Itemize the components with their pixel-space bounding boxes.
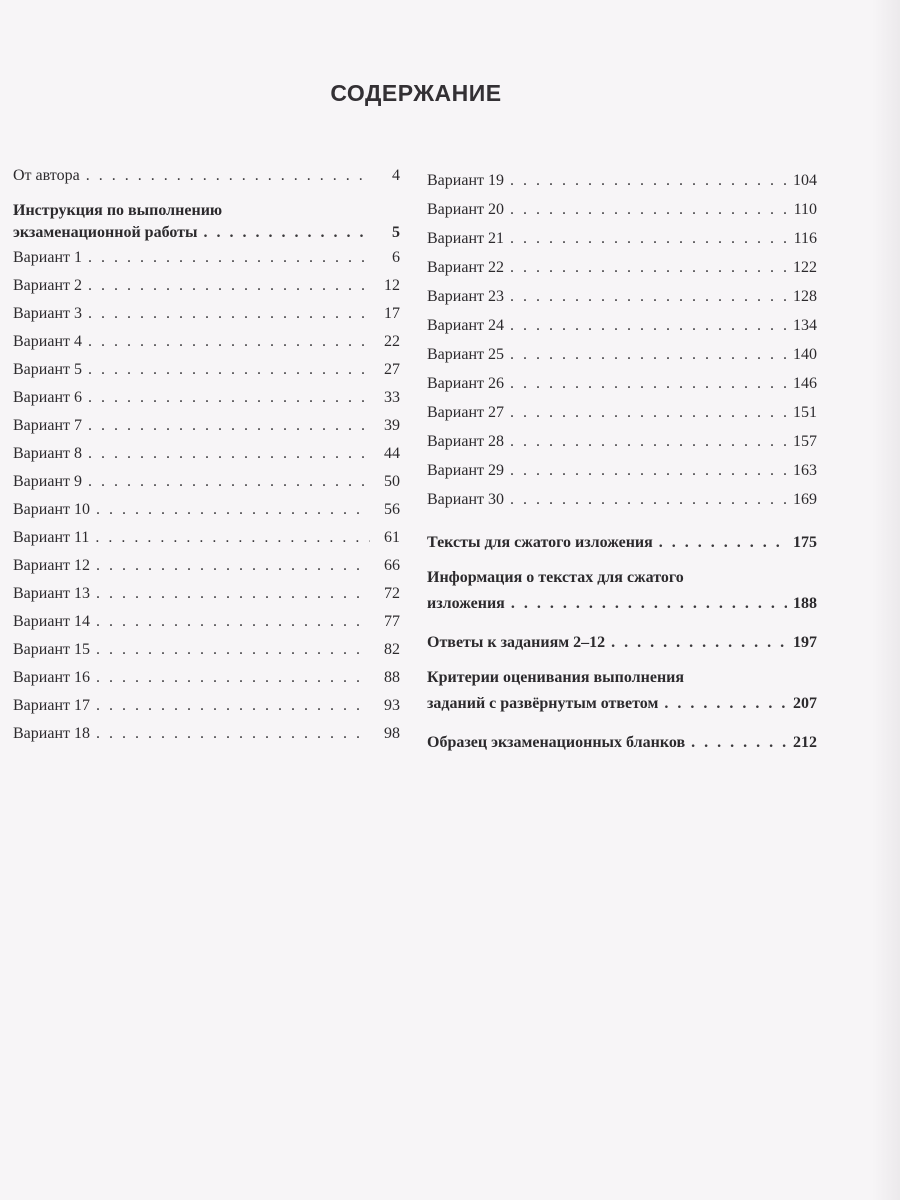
dot-leader bbox=[511, 589, 787, 618]
toc-entry-label: Вариант 13 bbox=[13, 585, 90, 602]
dot-leader bbox=[691, 728, 787, 757]
toc-entry-label-line2: заданий с развёрнутым ответом bbox=[427, 695, 659, 712]
toc-entry[interactable] bbox=[13, 356, 400, 384]
dot-leader bbox=[88, 300, 370, 328]
dot-leader bbox=[96, 580, 370, 608]
toc-entry[interactable] bbox=[13, 200, 400, 244]
toc-entry-page: 134 bbox=[793, 317, 817, 334]
toc-entry-label: Вариант 7 bbox=[13, 417, 82, 434]
toc-entry-label: Вариант 18 bbox=[13, 725, 90, 742]
toc-entry-label: Вариант 5 bbox=[13, 361, 82, 378]
toc-entry-page: 88 bbox=[384, 669, 400, 686]
toc-entry[interactable] bbox=[427, 224, 817, 253]
dot-leader bbox=[510, 311, 787, 340]
toc-entry-label: Вариант 11 bbox=[13, 529, 90, 546]
dot-leader bbox=[88, 412, 370, 440]
toc-entry-label-line2: изложения bbox=[427, 595, 505, 612]
toc-entry-label-line1: Инструкция по выполнению bbox=[13, 202, 223, 219]
toc-entry[interactable] bbox=[427, 166, 817, 195]
toc-entry-page: 110 bbox=[793, 201, 817, 218]
toc-entry-page: 169 bbox=[793, 491, 817, 508]
toc-entry-label: Вариант 3 bbox=[13, 305, 82, 322]
toc-entry-label: Вариант 20 bbox=[427, 201, 504, 218]
dot-leader bbox=[96, 496, 370, 524]
toc-entry-label: Вариант 4 bbox=[13, 333, 82, 350]
toc-entry-label: Вариант 6 bbox=[13, 389, 82, 406]
dot-leader bbox=[88, 356, 370, 384]
toc-entry-page: 98 bbox=[384, 725, 400, 742]
toc-entry-page: 56 bbox=[384, 501, 400, 518]
dot-leader bbox=[88, 468, 370, 496]
toc-entry[interactable] bbox=[427, 528, 817, 557]
toc-entry-page: 5 bbox=[392, 224, 400, 241]
toc-entry-label: Вариант 10 bbox=[13, 501, 90, 518]
dot-leader bbox=[96, 636, 370, 664]
toc-entry-page: 104 bbox=[793, 172, 817, 189]
toc-entry[interactable] bbox=[13, 272, 400, 300]
toc-entry-label: Вариант 22 bbox=[427, 259, 504, 276]
page-title: СОДЕРЖАНИЕ bbox=[330, 80, 502, 106]
toc-entry[interactable] bbox=[13, 244, 400, 272]
toc-entry[interactable] bbox=[13, 384, 400, 412]
dot-leader bbox=[510, 456, 787, 485]
toc-entry-page: 77 bbox=[384, 613, 400, 630]
toc-entry-page: 175 bbox=[793, 534, 817, 551]
toc-entry-page: 157 bbox=[793, 433, 817, 450]
toc-entry-label: Вариант 21 bbox=[427, 230, 504, 247]
toc-entry-page: 116 bbox=[793, 230, 817, 247]
toc-entry[interactable] bbox=[427, 398, 817, 427]
toc-entry-page: 212 bbox=[793, 734, 817, 751]
toc-left-column bbox=[13, 162, 400, 748]
dot-leader bbox=[510, 398, 787, 427]
toc-entry-label: Вариант 29 bbox=[427, 462, 504, 479]
toc-entry[interactable] bbox=[13, 328, 400, 356]
toc-entry-label: Ответы к заданиям 2–12 bbox=[427, 634, 606, 651]
toc-entry-label: Вариант 14 bbox=[13, 613, 90, 630]
toc-entry-page: 207 bbox=[793, 695, 817, 712]
dot-leader bbox=[510, 253, 787, 282]
toc-entry-page: 4 bbox=[392, 167, 400, 184]
toc-entry-label: Образец экзаменационных бланков bbox=[427, 734, 686, 751]
toc-entry-label: Вариант 15 bbox=[13, 641, 90, 658]
toc-entry[interactable] bbox=[427, 427, 817, 456]
dot-leader bbox=[96, 608, 370, 636]
toc-entry-page: 44 bbox=[384, 445, 400, 462]
toc-entry-label: Вариант 9 bbox=[13, 473, 82, 490]
toc-entry[interactable] bbox=[13, 720, 400, 748]
toc-entry-page: 66 bbox=[384, 557, 400, 574]
dot-leader bbox=[96, 692, 370, 720]
toc-entry[interactable] bbox=[13, 440, 400, 468]
dot-leader bbox=[96, 552, 370, 580]
toc-entry[interactable] bbox=[13, 608, 400, 636]
toc-entry-page: 188 bbox=[793, 595, 817, 612]
dot-leader bbox=[88, 272, 370, 300]
dot-leader bbox=[510, 340, 787, 369]
toc-entry-page: 6 bbox=[392, 249, 400, 266]
toc-entry-label: Вариант 1 bbox=[13, 249, 82, 266]
toc-entry-page: 128 bbox=[793, 288, 817, 305]
toc-entry[interactable] bbox=[13, 412, 400, 440]
toc-entry[interactable] bbox=[427, 311, 817, 340]
toc-entry[interactable] bbox=[13, 636, 400, 664]
toc-entry-page: 151 bbox=[793, 404, 817, 421]
toc-entry-page: 146 bbox=[793, 375, 817, 392]
toc-entry-page: 27 bbox=[384, 361, 400, 378]
toc-entry[interactable] bbox=[13, 300, 400, 328]
toc-entry-label: Вариант 2 bbox=[13, 277, 82, 294]
toc-entry-page: 93 bbox=[384, 697, 400, 714]
dot-leader bbox=[664, 689, 787, 718]
toc-entry[interactable] bbox=[427, 282, 817, 311]
toc-entry[interactable] bbox=[13, 162, 400, 190]
toc-entry[interactable] bbox=[13, 468, 400, 496]
toc-entry-label: Вариант 8 bbox=[13, 445, 82, 462]
toc-entry[interactable] bbox=[427, 340, 817, 369]
toc-entry-label: Вариант 26 bbox=[427, 375, 504, 392]
dot-leader bbox=[95, 524, 370, 552]
toc-entry-page: 163 bbox=[793, 462, 817, 479]
toc-entry-label: От автора bbox=[13, 167, 80, 184]
toc-entry[interactable] bbox=[13, 692, 400, 720]
toc-entry[interactable] bbox=[427, 253, 817, 282]
toc-entry[interactable] bbox=[427, 567, 817, 618]
dot-leader bbox=[86, 162, 370, 190]
toc-entry-label: Вариант 19 bbox=[427, 172, 504, 189]
toc-entry[interactable] bbox=[427, 485, 817, 514]
toc-entry-label: Вариант 16 bbox=[13, 669, 90, 686]
toc-entry[interactable] bbox=[427, 195, 817, 224]
toc-entry-label: Вариант 28 bbox=[427, 433, 504, 450]
dot-leader bbox=[88, 328, 370, 356]
toc-right-column bbox=[427, 166, 817, 757]
toc-entry-page: 12 bbox=[384, 277, 400, 294]
toc-entry-label: Вариант 24 bbox=[427, 317, 504, 334]
dot-leader bbox=[88, 384, 370, 412]
dot-leader bbox=[510, 195, 787, 224]
toc-entry-label: Вариант 30 bbox=[427, 491, 504, 508]
toc-entry-page: 72 bbox=[384, 585, 400, 602]
dot-leader bbox=[204, 222, 371, 244]
dot-leader bbox=[611, 628, 787, 657]
toc-entry-page: 22 bbox=[384, 333, 400, 350]
toc-entry[interactable] bbox=[13, 524, 400, 552]
toc-entry-label: Тексты для сжатого изложения bbox=[427, 534, 653, 551]
dot-leader bbox=[510, 166, 787, 195]
toc-entry[interactable] bbox=[427, 728, 817, 757]
dot-leader bbox=[510, 485, 787, 514]
toc-entry-page: 17 bbox=[384, 305, 400, 322]
toc-entry-page: 122 bbox=[793, 259, 817, 276]
toc-entry-label-line1: Информация о текстах для сжатого bbox=[427, 569, 684, 586]
toc-entry[interactable] bbox=[427, 628, 817, 657]
toc-entry[interactable] bbox=[13, 580, 400, 608]
dot-leader bbox=[96, 720, 370, 748]
toc-entry-label: Вариант 25 bbox=[427, 346, 504, 363]
toc-entry-label-line1: Критерии оценивания выполнения bbox=[427, 669, 685, 686]
toc-entry[interactable] bbox=[427, 667, 817, 718]
toc-entry-label: Вариант 17 bbox=[13, 697, 90, 714]
dot-leader bbox=[510, 282, 787, 311]
page-edge-shadow bbox=[872, 0, 900, 1200]
toc-entry[interactable] bbox=[427, 456, 817, 485]
toc-entry-label-line2: экзаменационной работы bbox=[13, 224, 198, 241]
toc-entry-label: Вариант 12 bbox=[13, 557, 90, 574]
toc-entry[interactable] bbox=[13, 664, 400, 692]
toc-entry[interactable] bbox=[13, 496, 400, 524]
dot-leader bbox=[88, 244, 370, 272]
toc-entry-page: 33 bbox=[384, 389, 400, 406]
dot-leader bbox=[510, 369, 787, 398]
dot-leader bbox=[659, 528, 787, 557]
toc-entry-page: 61 bbox=[384, 529, 400, 546]
toc-entry[interactable] bbox=[13, 552, 400, 580]
toc-entry-page: 82 bbox=[384, 641, 400, 658]
toc-entry-page: 39 bbox=[384, 417, 400, 434]
dot-leader bbox=[510, 224, 787, 253]
toc-entry-label: Вариант 23 bbox=[427, 288, 504, 305]
toc-entry-label: Вариант 27 bbox=[427, 404, 504, 421]
dot-leader bbox=[88, 440, 370, 468]
dot-leader bbox=[96, 664, 370, 692]
dot-leader bbox=[510, 427, 787, 456]
toc-entry-page: 197 bbox=[793, 634, 817, 651]
toc-entry-page: 140 bbox=[793, 346, 817, 363]
toc-entry[interactable] bbox=[427, 369, 817, 398]
toc-entry-page: 50 bbox=[384, 473, 400, 490]
